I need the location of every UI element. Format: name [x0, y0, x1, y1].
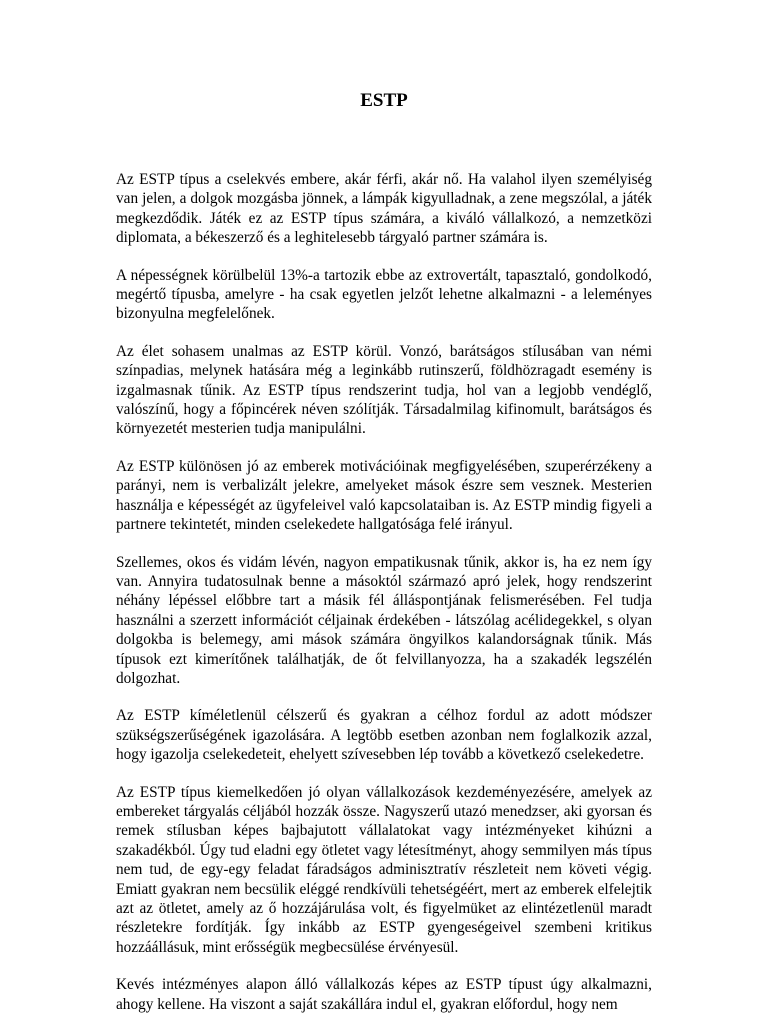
- document-body: [116, 170, 652, 1024]
- paragraph: Kevés intézményes alapon álló vállalkozás képes az ESTP típust úgy alkalmazni, ahogy kellene. Ha viszont a saját szakállára indul el, gyakran előfordul, hogy nem: [116, 976, 652, 1013]
- paragraph: Az ESTP típus kiemelkedően jó olyan vállalkozások kezdeményezésére, amelyek az embereket tárgyalás céljából hozzák össze. Nagyszerű utazó menedzser, aki gyorsan és remek stílusban képes bajbajutott vállalatokat vagy intézményeket kihúzni a szakadékból. Úgy tud eladni egy ötletet vagy létesítményt, ahogy semmilyen más típus nem tud, de egy-egy feladat fáradságos adminisztratív részleteit nem követi végig. Emiatt gyakran nem becsülik eléggé rendkívüli tehetségéért, mert az emberek elfelejtik azt az ötletet, amely az ő hozzájárulása volt, és figyelmüket az elintézetlenül maradt részletekre fordítják. Így inkább az ESTP gyengeségeivel szembeni kritikus hozzáállásuk, mint erősségük megbecsülése érvényesül.: [116, 783, 652, 956]
- paragraph: Szellemes, okos és vidám lévén, nagyon empatikusnak tűnik, akkor is, ha ez nem így van. Annyira tudatosulnak benne a másoktól származó apró jelek, hogy rendszerint néhány lépéssel előbbre tart a másik fél álláspontjának felismerésében. Fel tudja használni a szerzett információt céljainak érdekében - látszólag acélidegekkel, s olyan dolgokba is belemegy, ami mások számára öngyilkos kalandorságnak tűnik. Más típusok ezt kimerítőnek találhatják, de őt felvillanyozza, ha a szakadék legszélén dolgozhat.: [116, 553, 652, 687]
- paragraph: Az ESTP kíméletlenül célszerű és gyakran a célhoz fordul az adott módszer szükségszerűségének igazolására. A legtöbb esetben azonban nem foglalkozik azzal, hogy igazolja cselekedeteit, ehelyett szívesebben lép tovább a következő cselekedetre.: [116, 707, 652, 764]
- paragraph: A népességnek körülbelül 13%-a tartozik ebbe az extrovertált, tapasztaló, gondolkodó, megértő típusba, amelyre - ha csak egyetlen jelzőt lehetne alkalmazni - a leleményes bizonyulna megfelelőnek.: [116, 266, 652, 323]
- document-title: ESTP: [360, 90, 408, 111]
- paragraph: Az élet sohasem unalmas az ESTP körül. Vonzó, barátságos stílusában van némi színpadias, melynek hatására még a leginkább rutinszerű, földhözragadt esemény is izgalmasnak tűnik. Az ESTP típus rendszerint tudja, hol van a legjobb vendéglő, valószínű, hogy a főpincérek néven szólítják. Társadalmilag kifinomult, barátságos és környezetét mesterien tudja manipulálni.: [116, 342, 652, 438]
- paragraph: Az ESTP típus a cselekvés embere, akár férfi, akár nő. Ha valahol ilyen személyiség van jelen, a dolgok mozgásba jönnek, a lámpák kigyulladnak, a zene megszólal, a játék megkezdődik. Játék ez az ESTP típus számára, a kiváló vállalkozó, a nemzetközi diplomata, a békeszerző és a leghitelesebb tárgyaló partner számára is.: [116, 171, 652, 247]
- paragraph: Az ESTP különösen jó az emberek motivációinak megfigyelésében, szuperérzékeny a parányi, nem is verbalizált jelekre, amelyeket mások észre sem vesznek. Mesterien használja e képességét az ügyfeleivel való kapcsolataiban is. Az ESTP mindig figyeli a partnere tekintetét, minden cselekedete hallgatósága felé irányul.: [116, 457, 652, 534]
